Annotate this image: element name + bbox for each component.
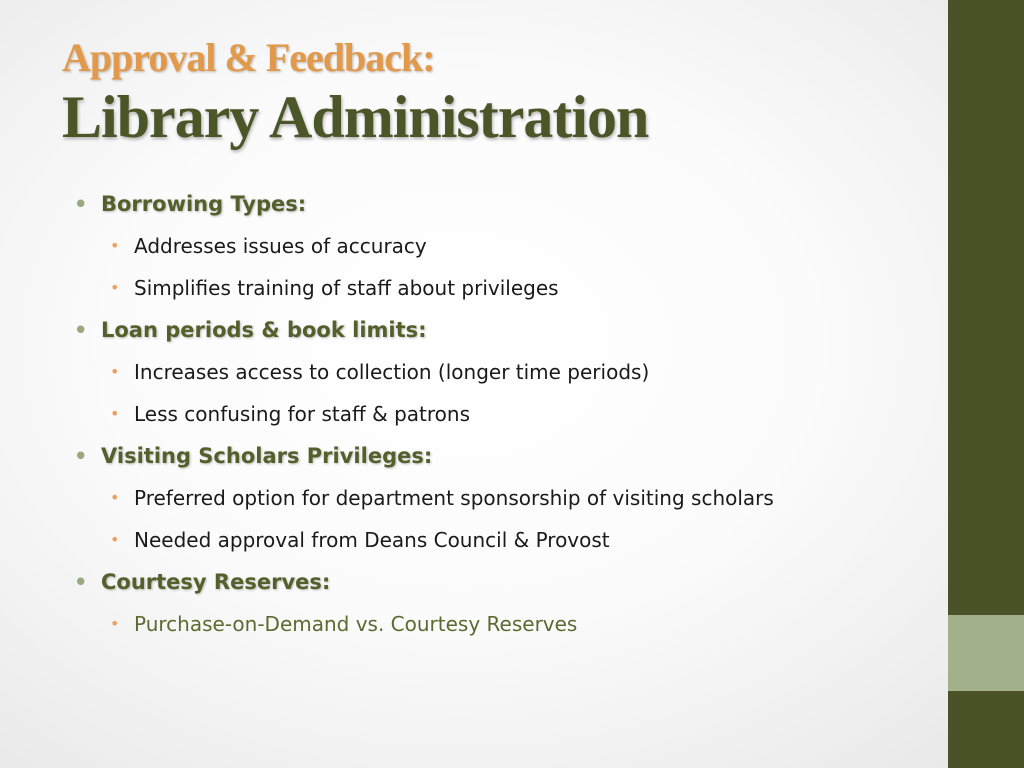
sub-bullet-dot-icon: • <box>110 278 120 297</box>
title-line-2: Library Administration <box>62 84 649 150</box>
sub-bullet-text: Purchase-on-Demand vs. Courtesy Reserves <box>134 612 578 636</box>
sub-bullet-text: Needed approval from Deans Council & Provost <box>134 528 610 552</box>
sub-bullet <box>72 522 932 564</box>
sub-bullet-dot-icon: • <box>110 362 120 381</box>
sidebar-accent-square <box>948 615 1024 691</box>
sub-bullet <box>72 606 932 648</box>
sub-bullet-text: Addresses issues of accuracy <box>134 234 427 258</box>
sub-bullet <box>72 396 932 438</box>
bullet-dot-icon: • <box>74 192 88 216</box>
bullet-dot-icon: • <box>74 570 88 594</box>
bullet-heading-label: Loan periods & book limits: <box>101 318 427 342</box>
bullet-heading <box>72 438 932 480</box>
title-block <box>62 34 922 152</box>
sub-bullet <box>72 480 932 522</box>
title-line-1: Approval & Feedback: <box>62 35 435 80</box>
bullet-heading-label: Visiting Scholars Privileges: <box>101 444 433 468</box>
sub-bullet-text: Preferred option for department sponsorship of visiting scholars <box>134 486 774 510</box>
bullet-heading-label: Borrowing Types: <box>101 192 307 216</box>
sub-bullet-dot-icon: • <box>110 404 120 423</box>
sub-bullet-dot-icon: • <box>110 530 120 549</box>
bullet-heading <box>72 186 932 228</box>
sub-bullet-text: Increases access to collection (longer time periods) <box>134 360 650 384</box>
sub-bullet <box>72 228 932 270</box>
sub-bullet-text: Simplifies training of staff about privileges <box>134 276 559 300</box>
sub-bullet-dot-icon: • <box>110 236 120 255</box>
bullet-heading <box>72 312 932 354</box>
sub-bullet-dot-icon: • <box>110 614 120 633</box>
sub-bullet <box>72 270 932 312</box>
sub-bullet-text: Less confusing for staff & patrons <box>134 402 470 426</box>
bullet-heading-label: Courtesy Reserves: <box>101 570 331 594</box>
sub-bullet <box>72 354 932 396</box>
bullet-dot-icon: • <box>74 444 88 468</box>
bullet-dot-icon: • <box>74 318 88 342</box>
bullet-list <box>72 186 932 648</box>
bullet-heading <box>72 564 932 606</box>
sub-bullet-dot-icon: • <box>110 488 120 507</box>
